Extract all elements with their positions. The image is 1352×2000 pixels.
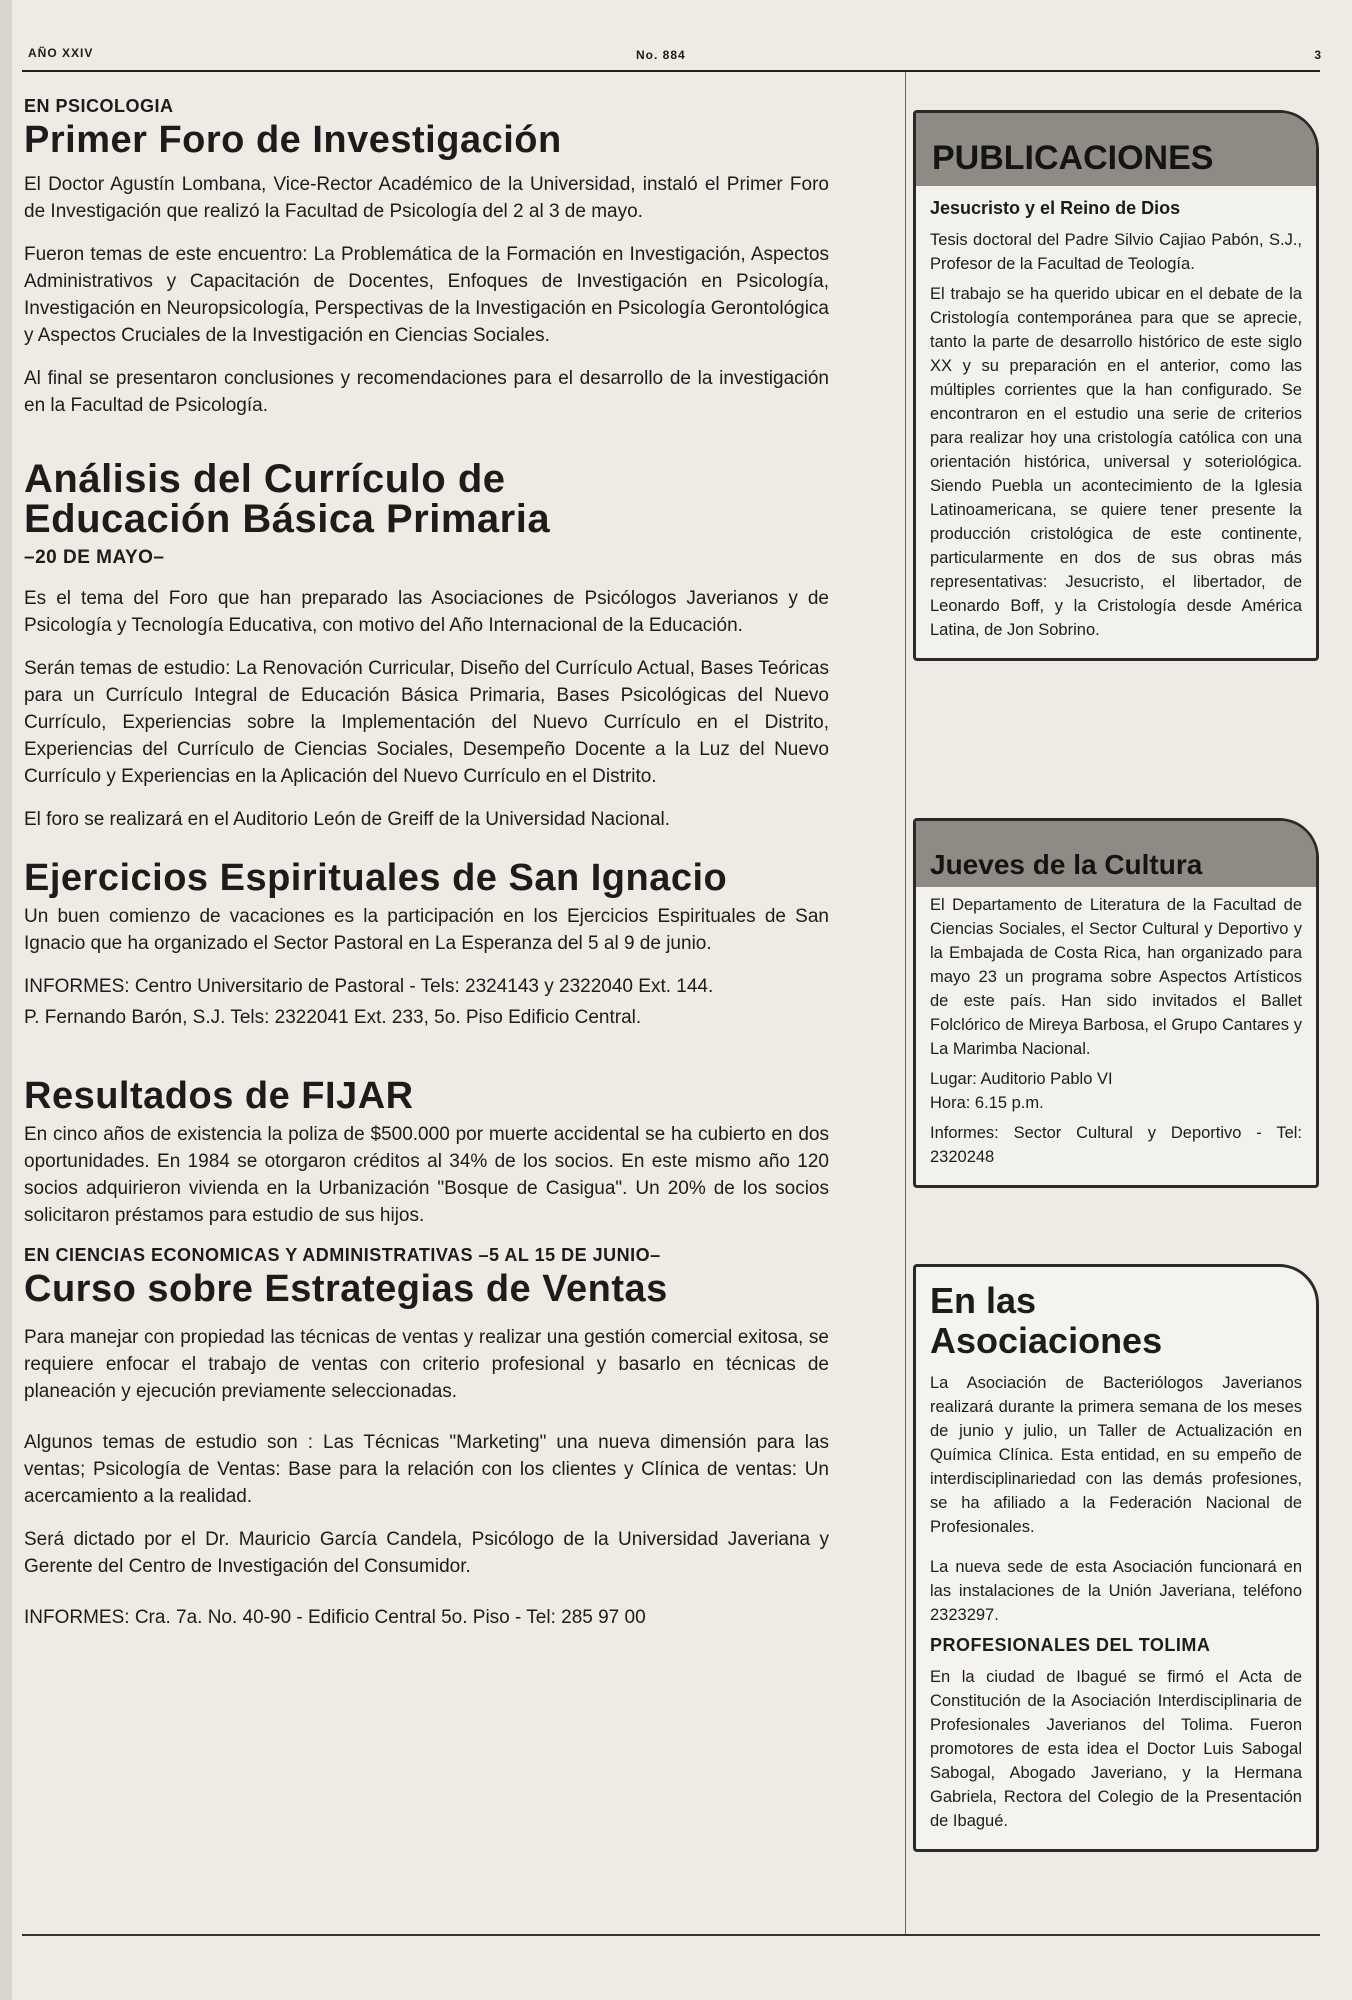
column-divider	[905, 72, 906, 1934]
page-binding-edge	[0, 0, 12, 2000]
article-ejercicios	[24, 857, 829, 1031]
box-line: Informes: Sector Cultural y Deportivo - Tel: 2320248	[930, 1124, 1302, 1166]
article-date: –20 DE MAYO–	[24, 547, 165, 568]
article-fijar	[24, 1075, 829, 1229]
heading-line: En las	[930, 1280, 1037, 1321]
box-paragraph: Tesis doctoral del Padre Silvio Cajiao Pabón, S.J., Profesor de la Facultad de Teología.	[930, 231, 1302, 273]
box-paragraph: La nueva sede de esta Asociación funcionará en las instalaciones de la Unión Javeriana, teléfono 2323297.	[930, 1558, 1302, 1624]
box-heading	[916, 1267, 1316, 1365]
article-title: Primer Foro de Investigación	[24, 119, 562, 161]
article-title: Resultados de FIJAR	[24, 1075, 414, 1117]
box-heading: PUBLICACIONES	[916, 113, 1316, 186]
article-paragraph: Algunos temas de estudio son : Las Técnicas "Marketing" una nueva dimensión para las ventas; Psicología de Ventas: Base para la relación con los clientes y Clínica de ventas: Un acercamiento a la realidad.	[24, 1432, 829, 1507]
box-subtitle: Jesucristo y el Reino de Dios	[930, 198, 1181, 218]
title-line: Educación Básica Primaria	[24, 497, 551, 541]
box-content	[916, 887, 1316, 1185]
asociaciones-box	[913, 1264, 1319, 1852]
article-paragraph: Un buen comienzo de vacaciones es la participación en los Ejercicios Espirituales de San Ignacio que ha organizado el Sector Pastoral en La Esperanza del 5 al 9 de junio.	[24, 906, 829, 954]
box-content	[916, 1365, 1316, 1849]
article-title: Ejercicios Espirituales de San Ignacio	[24, 857, 728, 899]
article-paragraph: Será dictado por el Dr. Mauricio García Candela, Psicólogo de la Universidad Javeriana y Gerente del Centro de Investigación del Consumidor.	[24, 1529, 829, 1577]
article-paragraph: Serán temas de estudio: La Renovación Curricular, Diseño del Currículo Actual, Bases Teóricas para un Currículo Integral de Educación Básica Primaria, Bases Psicológicas del Nuevo Currículo, Experiencias sobre la Implementación del Nuevo Currículo en el Distrito, Experiencias del Currículo de Ciencias Sociales, Desempeño Docente a la Luz del Nuevo Currículo y Experiencias en la Aplicación del Nuevo Currículo en el Distrito.	[24, 658, 829, 787]
box-subtitle: PROFESIONALES DEL TOLIMA	[930, 1635, 1211, 1655]
page-header	[28, 42, 1322, 70]
article-title	[24, 459, 829, 539]
article-paragraph: Al final se presentaron conclusiones y recomendaciones para el desarrollo de la investigación en la Facultad de Psicología.	[24, 368, 829, 416]
box-heading: Jueves de la Cultura	[916, 821, 1316, 887]
article-paragraph: Fueron temas de este encuentro: La Problemática de la Formación en Investigación, Aspectos Administrativos y Capacitación de Docentes, Enfoques de Investigación en Psicología, Investigación en Neuropsicología, Perspectivas de la Investigación en Psicología Gerontológica y Aspectos Cruciales de la Investigación en Ciencias Sociales.	[24, 244, 829, 346]
box-paragraph: La Asociación de Bacteriólogos Javerianos realizará durante la primera semana de los meses de junio y julio, un Taller de Actualización en Química Clínica. Esta entidad, en su empeño de interdisciplinariedad con las demás profesiones, se ha afiliado a la Federación Nacional de Profesionales.	[930, 1374, 1302, 1536]
box-line: Lugar: Auditorio Pablo VI	[930, 1070, 1113, 1088]
article-paragraph: El Doctor Agustín Lombana, Vice-Rector Académico de la Universidad, instaló el Primer Foro de Investigación que realizó la Facultad de Psicología del 2 al 3 de mayo.	[24, 174, 829, 222]
article-paragraph: En cinco años de existencia la poliza de $500.000 por muerte accidental se ha cubierto en dos oportunidades. En 1984 se otorgaron créditos al 34% de los socios. En este mismo año 120 socios adquirieron vivienda en la Urbanización "Bosque de Casigua". Un 20% de los socios solicitaron préstamos para estudio de sus hijos.	[24, 1124, 829, 1226]
box-paragraph: En la ciudad de Ibagué se firmó el Acta de Constitución de la Asociación Interdisciplinaria de Profesionales Javerianos del Tolima. Fueron promotores de esta idea el Doctor Luis Sabogal Sabogal, Abogado Javeriano, y la Hermana Gabriela, Rectora del Colegio de la Presentación de Ibagué.	[930, 1668, 1302, 1830]
article-paragraph: Para manejar con propiedad las técnicas de ventas y realizar una gestión comercial exitosa, se requiere enfocar el trabajo de ventas con criterio profesional y basarlo en técnicas de planeación y ejecución previamente seleccionadas.	[24, 1327, 829, 1402]
publicaciones-box	[913, 110, 1319, 661]
article-paragraph: Es el tema del Foro que han preparado las Asociaciones de Psicólogos Javerianos y de Psicología y Tecnología Educativa, con motivo del Año Internacional de la Educación.	[24, 588, 829, 636]
box-paragraph: El Departamento de Literatura de la Facultad de Ciencias Sociales, el Sector Cultural y Deportivo y la Embajada de Costa Rica, han organizado para mayo 23 un programa sobre Aspectos Artísticos de este país. Han sido invitados el Ballet Folclórico de Mireya Barbosa, el Grupo Cantares y La Marimba Nacional.	[930, 896, 1302, 1058]
header-rule	[22, 70, 1320, 72]
article-kicker: EN CIENCIAS ECONOMICAS Y ADMINISTRATIVAS –5 AL 15 DE JUNIO–	[24, 1245, 661, 1265]
article-paragraph: INFORMES: Cra. 7a. No. 40-90 - Edificio Central 5o. Piso - Tel: 285 97 00	[24, 1607, 646, 1628]
article-paragraph: INFORMES: Centro Universitario de Pastoral - Tels: 2324143 y 2322040 Ext. 144.	[24, 976, 714, 997]
box-paragraph: El trabajo se ha querido ubicar en el debate de la Cristología contemporánea para que se aprecie, tanto la parte de desarrollo histórico de este siglo XX y su preparación en el anterior, como las múltiples corrientes que la han configurado. Se encontraron en el estudio una serie de criterios para realizar hoy una cristología católica con una orientación histórica, universal y soteriológica. Siendo Puebla un acontecimiento de la Iglesia Latinoamericana, se quiere tener presente la producción cristológica de este continente, particularmente en dos de sus obras más representativas: Jesucristo, el libertador, de Leonardo Boff, y la Cristología desde América Latina, de Jon Sobrino.	[930, 285, 1302, 639]
article-kicker: EN PSICOLOGIA	[24, 96, 174, 116]
cultura-box	[913, 818, 1319, 1188]
box-line: Hora: 6.15 p.m.	[930, 1094, 1044, 1112]
issue-year: AÑO XXIV	[28, 46, 94, 60]
article-ventas	[24, 1245, 829, 1631]
article-curriculo	[24, 459, 829, 833]
box-content	[916, 186, 1316, 658]
title-line: Análisis del Currículo de	[24, 457, 506, 501]
issue-number: No. 884	[636, 48, 686, 62]
heading-line: Asociaciones	[930, 1320, 1163, 1361]
page-number: 3	[1314, 48, 1322, 62]
article-paragraph: P. Fernando Barón, S.J. Tels: 2322041 Ext. 233, 5o. Piso Edificio Central.	[24, 1007, 642, 1028]
article-psicologia	[24, 96, 829, 419]
article-title: Curso sobre Estrategias de Ventas	[24, 1268, 668, 1310]
article-paragraph: El foro se realizará en el Auditorio León de Greiff de la Universidad Nacional.	[24, 809, 671, 830]
main-column	[24, 96, 829, 1647]
footer-rule	[22, 1934, 1320, 1936]
